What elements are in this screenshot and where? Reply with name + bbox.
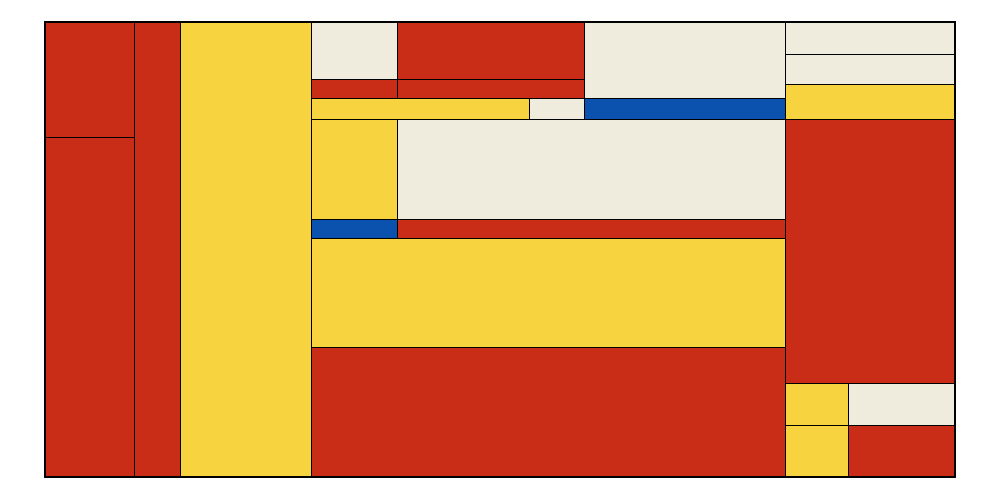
tile-center-thin-red <box>397 219 786 239</box>
tile-center-wide-yellow <box>311 238 786 348</box>
tile-center-small-blue <box>311 219 398 239</box>
tile-center-mid-yellow <box>311 119 398 220</box>
tile-center-mid-cream <box>397 119 786 220</box>
tile-center-thin-red-right <box>397 79 585 99</box>
tile-center-blue-strip <box>584 98 786 120</box>
tile-center-right-cream <box>584 22 786 99</box>
tile-right-large-red <box>785 119 955 384</box>
tile-right-yellow-band <box>785 84 955 120</box>
tile-right-bottom-red <box>848 425 955 477</box>
tile-right-second-cream <box>785 54 955 85</box>
tile-left-top-red <box>45 22 135 138</box>
mondrian-composition <box>45 22 955 477</box>
tile-center-thin-red-left <box>311 79 398 99</box>
tile-center-small-cream <box>529 98 585 120</box>
tile-left-narrow-red <box>134 22 181 477</box>
tile-center-top-cream <box>311 22 398 80</box>
tile-center-top-red <box>397 22 585 80</box>
tile-center-yellow-strip <box>311 98 530 120</box>
tile-left-tall-yellow <box>180 22 312 477</box>
tile-center-bottom-red <box>311 347 786 477</box>
tile-right-small-yellow-bottom <box>785 425 849 477</box>
tile-left-bottom-red <box>45 137 135 477</box>
tile-right-small-cream <box>848 383 955 426</box>
tile-right-top-cream <box>785 22 955 55</box>
tile-right-small-yellow-top <box>785 383 849 426</box>
